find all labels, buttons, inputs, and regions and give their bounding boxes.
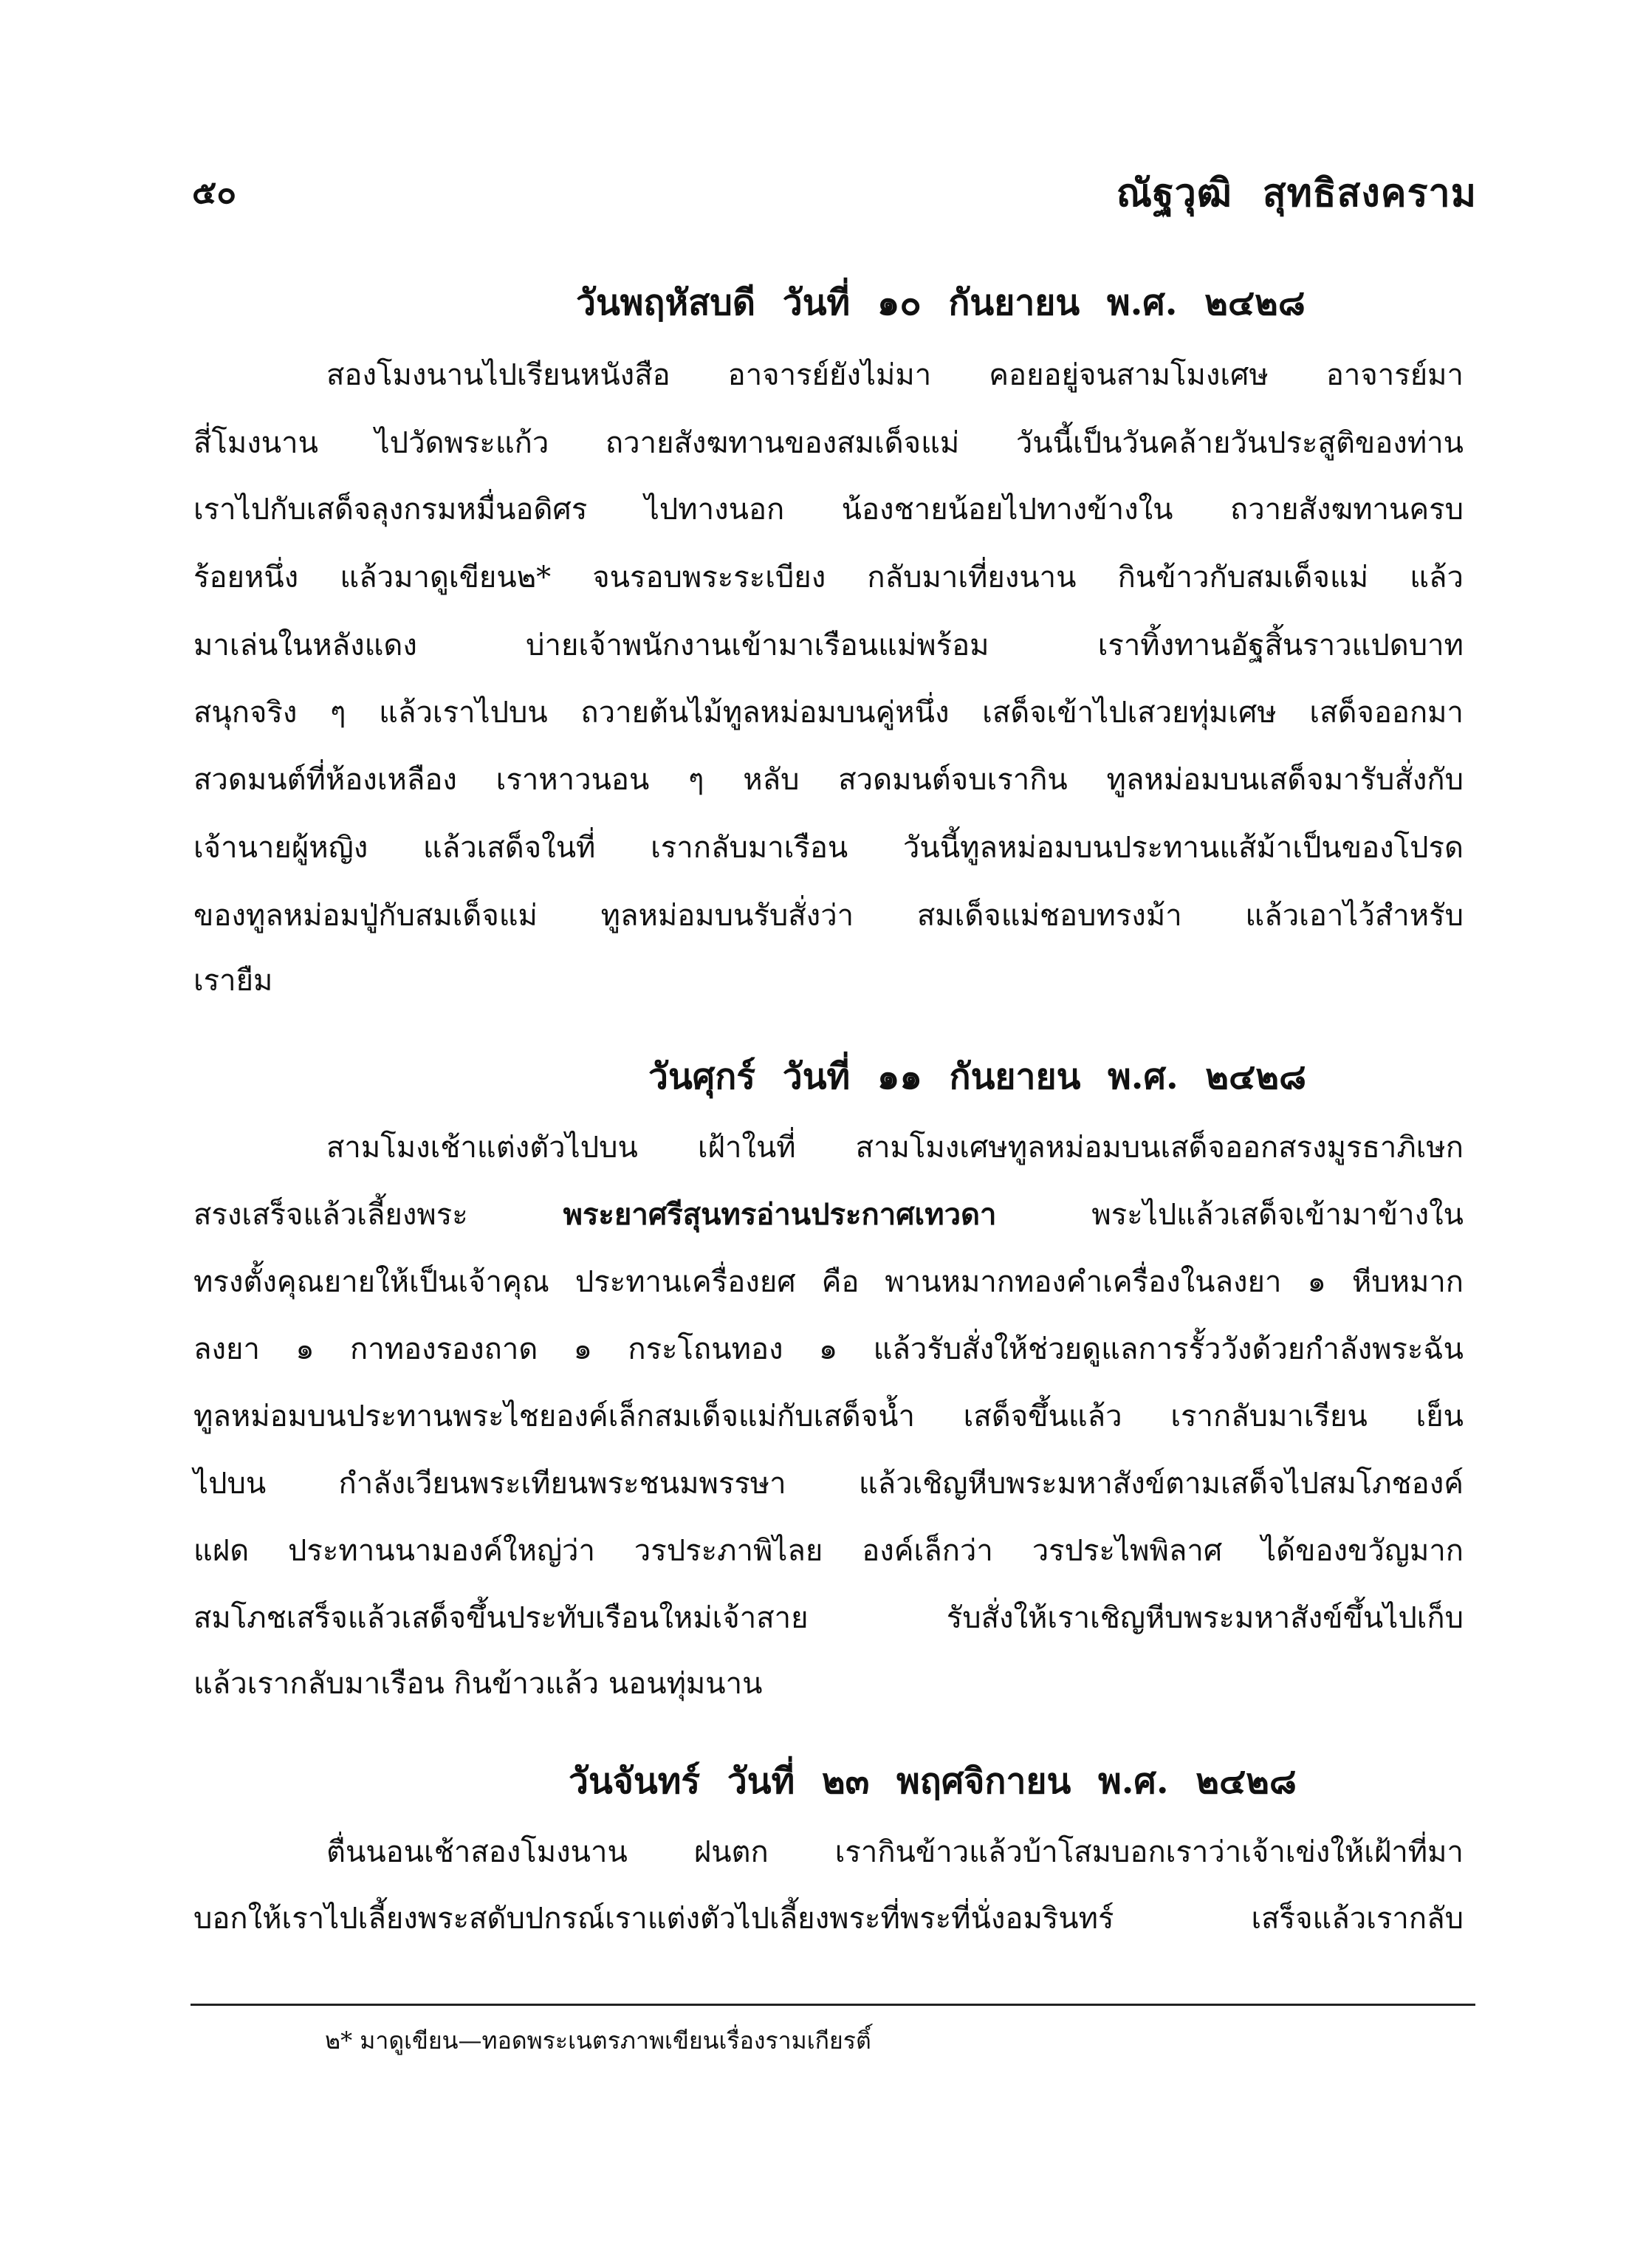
paragraph-line: สามโมงเช้าแต่งตัวไปบน เฝ้าในที่ สามโมงเศษทูลหม่อมบนเสด็จออกสรงมูรธาภิเษก: [326, 1131, 1464, 1165]
paragraph-line: มาเล่นในหลังแดง บ่ายเจ้าพนักงานเข้ามาเรือนแม่พร้อม เราทิ้งทานอัฐสิ้นราวแปดบาท: [193, 628, 1464, 662]
paragraph-line: แล้วเรากลับมาเรือน กินข้าวแล้ว นอนทุ่มนาน: [193, 1667, 763, 1701]
paragraph-line: ร้อยหนึ่ง แล้วมาดูเขียน๒* จนรอบพระระเบียง กลับมาเที่ยงนาน กินข้าวกับสมเด็จแม่ แล้ว: [193, 561, 1464, 595]
bold-phrase: พระยาศรีสุนทรอ่านประกาศเทวดา: [563, 1197, 997, 1232]
paragraph-line: ตื่นนอนเช้าสองโมงนาน ฝนตก เรากินข้าวแล้วบ้าโสมบอกเราว่าเจ้าเข่งให้เฝ้าที่มา: [326, 1835, 1464, 1869]
paragraph-line: เราไปกับเสด็จลุงกรมหมื่นอดิศร ไปทางนอก น้องชายน้อยไปทางข้างใน ถวายสังฆทานครบ: [193, 493, 1464, 527]
paragraph-line: ทูลหม่อมบนประทานพระไชยองค์เล็กสมเด็จแม่กับเสด็จน้ำ เสด็จขึ้นแล้ว เรากลับมาเรียน เย็น: [193, 1399, 1464, 1433]
paragraph-line: ไปบน กำลังเวียนพระเทียนพระชนมพรรษา แล้วเชิญหีบพระมหาสังข์ตามเสด็จไปสมโภชองค์: [193, 1467, 1464, 1501]
line-text: สรงเสร็จแล้วเลี้ยงพระ: [193, 1198, 468, 1232]
paragraph-line: แฝด ประทานนามองค์ใหญ่ว่า วรประภาพิไลย องค์เล็กว่า วรประไพพิลาศ ได้ของขวัญมาก: [193, 1534, 1464, 1568]
paragraph-line: สองโมงนานไปเรียนหนังสือ อาจารย์ยังไม่มา คอยอยู่จนสามโมงเศษ อาจารย์มา: [326, 358, 1464, 392]
page-number: ๕๐: [192, 174, 237, 211]
footnote: ๒* มาดูเขียน—ทอดพระเนตรภาพเขียนเรื่องรามเกียรติ์: [325, 2027, 871, 2055]
date-heading-2: วันศุกร์ วันที่ ๑๑ กันยายน พ.ศ. ๒๔๒๘: [648, 1056, 1307, 1097]
paragraph-line-with-bold: [193, 1194, 1464, 1236]
paragraph-line: สวดมนต์ที่ห้องเหลือง เราหาวนอน ๆ หลับ สวดมนต์จบเรากิน ทูลหม่อมบนเสด็จมารับสั่งกับ: [193, 763, 1464, 797]
paragraph-line: สนุกจริง ๆ แล้วเราไปบน ถวายต้นไม้ทูลหม่อมบนคู่หนึ่ง เสด็จเข้าไปเสวยทุ่มเศษ เสด็จออกมา: [193, 696, 1464, 730]
running-header: [192, 166, 1477, 218]
paragraph-line: ทรงตั้งคุณยายให้เป็นเจ้าคุณ ประทานเครื่องยศ คือ พานหมากทองคำเครื่องในลงยา ๑ หีบหมาก: [193, 1265, 1464, 1299]
paragraph-line: บอกให้เราไปเลี้ยงพระสดับปกรณ์เราแต่งตัวไปเลี้ยงพระที่พระที่นั่งอมรินทร์ เสร็จแล้วเรากลับ: [193, 1902, 1464, 1936]
paragraph-line: สมโภชเสร็จแล้วเสด็จขึ้นประทับเรือนใหม่เจ้าสาย รับสั่งให้เราเชิญหีบพระมหาสังข์ขึ้นไปเก็บ: [193, 1601, 1464, 1635]
line-text: พระไปแล้วเสด็จเข้ามาข้างใน: [1091, 1198, 1464, 1232]
date-heading-3: วันจันทร์ วันที่ ๒๓ พฤศจิกายน พ.ศ. ๒๔๒๘: [569, 1761, 1297, 1802]
paragraph-line: สี่โมงนาน ไปวัดพระแก้ว ถวายสังฆทานของสมเด็จแม่ วันนี้เป็นวันคล้ายวันประสูติของท่าน: [193, 426, 1464, 460]
footnote-divider: [191, 2004, 1475, 2006]
paragraph-line: ของทูลหม่อมปู่กับสมเด็จแม่ ทูลหม่อมบนรับสั่งว่า สมเด็จแม่ชอบทรงม้า แล้วเอาไว้สำหรับ: [193, 899, 1464, 933]
paragraph-line: ลงยา ๑ กาทองรองถาด ๑ กระโถนทอง ๑ แล้วรับสั่งให้ช่วยดูแลการรั้ววังด้วยกำลังพระฉัน: [193, 1332, 1464, 1366]
author-name: ณัฐวุฒิ สุทธิสงคราม: [1116, 171, 1477, 216]
paragraph-line: เจ้านายผู้หญิง แล้วเสด็จในที่ เรากลับมาเรือน วันนี้ทูลหม่อมบนประทานแส้ม้าเป็นของโปรด: [193, 831, 1464, 865]
paragraph-line: เรายืม: [193, 964, 273, 998]
date-heading-1: วันพฤหัสบดี วันที่ ๑๐ กันยายน พ.ศ. ๒๔๒๘: [576, 282, 1306, 323]
